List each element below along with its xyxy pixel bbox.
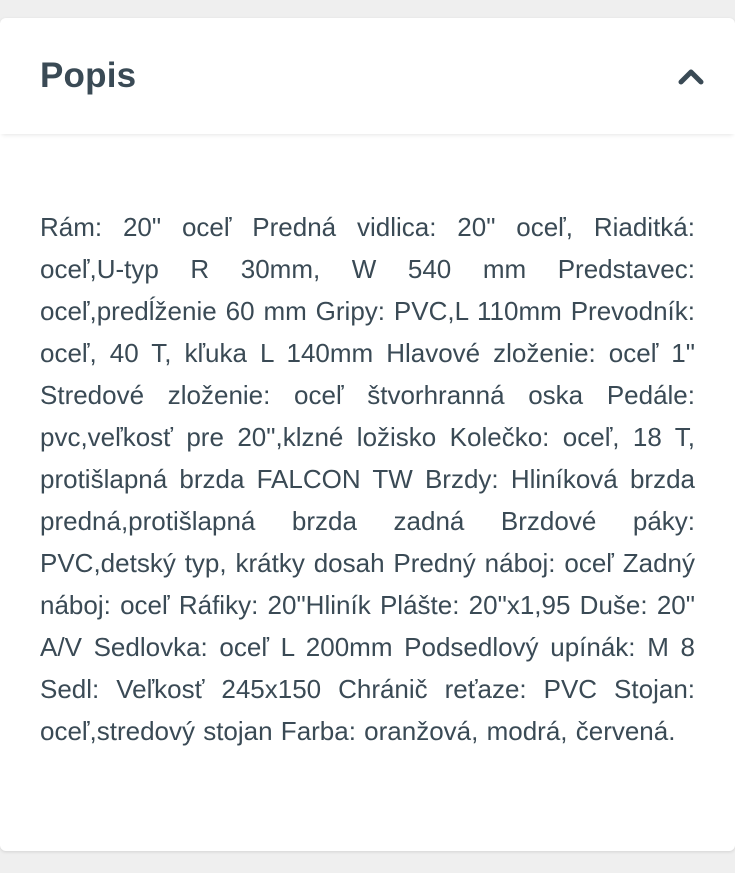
accordion-header[interactable] xyxy=(0,18,735,134)
product-description: Rám: 20" oceľ Predná vidlica: 20" oceľ, Riaditká: oceľ,U-typ R 30mm, W 540 mm Predstavec: oceľ,predĺženie 60 mm Gripy: PVC,L 110mm Prevodník: oceľ, 40 T, kľuka L 140mm Hlavové zloženie: oceľ 1" Stredové zloženie: oceľ štvorhranná oska Pedále: pvc,veľkosť pre 20",klzné ložisko Kolečko: oceľ, 18 T, protišlapná brzda FALCON TW Brzdy: Hliníková brzda predná,protišlapná brzda zadná Brzdové páky: PVC,detský typ, krátky dosah Predný náboj: oceľ Zadný náboj: oceľ Ráfiky: 20"Hliník Plášte: 20"x1,95 Duše: 20" A/V Sedlovka: oceľ L 200mm Podsedlový upínák: M 8 Sedl: Veľkosť 245x150 Chránič reťaze: PVC Stojan: oceľ,stredový stojan Farba: oranžová, modrá, červená. xyxy=(40,212,695,746)
description-card xyxy=(0,18,735,851)
chevron-up-icon xyxy=(677,67,705,85)
collapse-toggle-button[interactable] xyxy=(673,58,709,94)
section-title: Popis xyxy=(40,56,137,95)
accordion-body xyxy=(40,206,695,752)
